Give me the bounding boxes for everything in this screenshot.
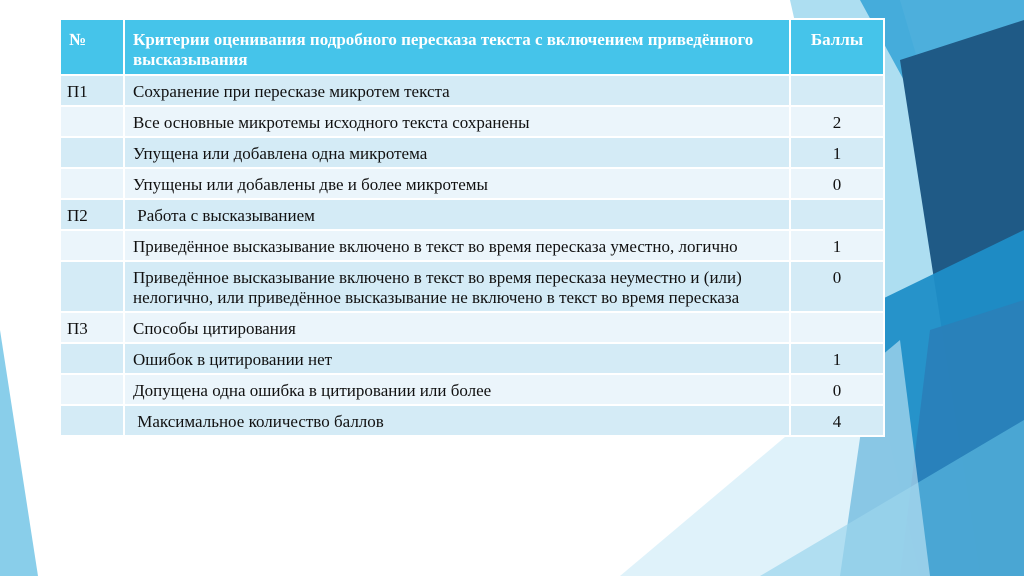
- row-score: 1: [790, 230, 884, 261]
- row-num: П2: [60, 199, 124, 230]
- table-body: [60, 75, 884, 436]
- row-criterion: Максимальное количество баллов: [124, 405, 790, 436]
- header-num: №: [60, 19, 124, 75]
- left-sliver: [0, 330, 38, 576]
- table-row: [60, 374, 884, 405]
- row-num: П3: [60, 312, 124, 343]
- row-score: 0: [790, 374, 884, 405]
- row-score: 1: [790, 343, 884, 374]
- table-row: [60, 261, 884, 312]
- header-score: Баллы: [790, 19, 884, 75]
- row-num: [60, 343, 124, 374]
- table-row: [60, 230, 884, 261]
- table-header: [60, 19, 884, 75]
- row-score: [790, 199, 884, 230]
- row-num: П1: [60, 75, 124, 106]
- row-criterion: Приведённое высказывание включено в текст во время пересказа уместно, логично: [124, 230, 790, 261]
- row-criterion: Все основные микротемы исходного текста сохранены: [124, 106, 790, 137]
- row-score: [790, 75, 884, 106]
- row-num: [60, 168, 124, 199]
- row-criterion: Работа с высказыванием: [124, 199, 790, 230]
- row-num: [60, 374, 124, 405]
- row-criterion: Упущены или добавлены две и более микротемы: [124, 168, 790, 199]
- row-num: [60, 405, 124, 436]
- criteria-table: [59, 18, 885, 437]
- row-score: 4: [790, 405, 884, 436]
- table-row: [60, 343, 884, 374]
- row-num: [60, 106, 124, 137]
- row-score: 2: [790, 106, 884, 137]
- row-score: 0: [790, 168, 884, 199]
- row-score: [790, 312, 884, 343]
- table-row: [60, 137, 884, 168]
- table-row: [60, 75, 884, 106]
- row-num: [60, 137, 124, 168]
- table-row: [60, 405, 884, 436]
- row-criterion: Приведённое высказывание включено в текст во время пересказа неуместно и (или) нелогично, или приведённое высказывание не включено в текст во время пересказа: [124, 261, 790, 312]
- table-row: [60, 168, 884, 199]
- row-num: [60, 230, 124, 261]
- table-row: [60, 199, 884, 230]
- header-criteria: Критерии оценивания подробного пересказа текста с включением приведённого высказывания: [124, 19, 790, 75]
- table-row: [60, 106, 884, 137]
- table-row: [60, 312, 884, 343]
- row-criterion: Ошибок в цитировании нет: [124, 343, 790, 374]
- row-num: [60, 261, 124, 312]
- row-criterion: Упущена или добавлена одна микротема: [124, 137, 790, 168]
- header-row: [60, 19, 884, 75]
- row-score: 0: [790, 261, 884, 312]
- row-criterion: Способы цитирования: [124, 312, 790, 343]
- row-criterion: Допущена одна ошибка в цитировании или более: [124, 374, 790, 405]
- row-criterion: Сохранение при пересказе микротем текста: [124, 75, 790, 106]
- row-score: 1: [790, 137, 884, 168]
